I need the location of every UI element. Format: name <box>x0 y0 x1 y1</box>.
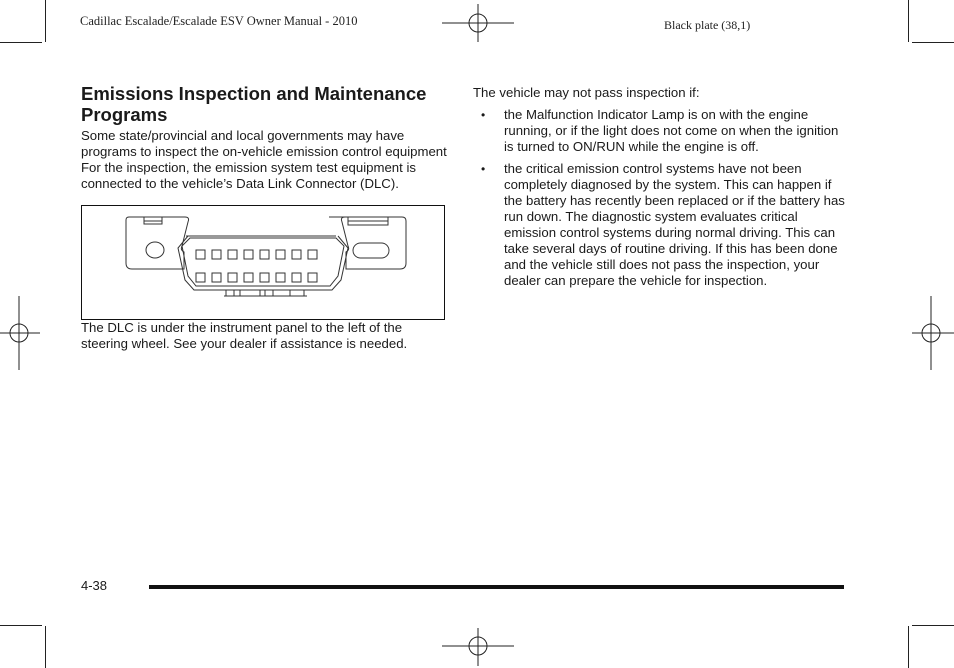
footer-rule <box>149 585 844 589</box>
right-column <box>473 83 845 295</box>
section-title: Emissions Inspection and Maintenance Programs <box>81 83 427 125</box>
crop-mark <box>908 0 909 42</box>
page-number: 4-38 <box>81 578 108 593</box>
registration-mark-icon <box>442 628 514 666</box>
list-item <box>473 107 845 155</box>
list-item-text: the critical emission control systems have not been completely diagnosed by the system. This can happen if the battery has recently been replaced or if the battery has run down. The diagnostic system evaluates critical emission control systems during normal driving. This can take several days of routine driving. If this has been done and the vehicle still does not pass the inspection, your dealer can prepare the vehicle for inspection. <box>504 161 845 288</box>
crop-mark <box>45 0 46 42</box>
inspection-lead: The vehicle may not pass inspection if: <box>473 85 700 100</box>
list-item-text: the Malfunction Indicator Lamp is on with the engine running, or if the light does not come on when the ignition is turned to ON/RUN while the engine is off. <box>504 107 839 154</box>
bullet-icon: • <box>481 108 486 122</box>
registration-mark-icon <box>912 296 954 370</box>
registration-mark-icon <box>442 4 514 42</box>
crop-mark <box>45 626 46 668</box>
crop-mark <box>912 625 954 626</box>
list-item <box>473 161 845 289</box>
dlc-figure <box>81 205 445 320</box>
crop-mark <box>908 626 909 668</box>
manual-title: Cadillac Escalade/Escalade ESV Owner Manual - 2010 <box>80 14 358 28</box>
registration-mark-icon <box>0 296 40 370</box>
bullet-icon: • <box>481 162 486 176</box>
crop-mark <box>0 625 42 626</box>
data-link-connector-icon <box>82 206 446 321</box>
crop-mark <box>912 42 954 43</box>
plate-label: Black plate (38,1) <box>664 18 751 32</box>
left-column <box>81 83 449 352</box>
dlc-location-text: The DLC is under the instrument panel to the left of the steering wheel. See your dealer if assistance is needed. <box>81 320 408 351</box>
crop-mark <box>0 42 42 43</box>
inspection-reasons-list <box>473 107 845 289</box>
intro-paragraph: Some state/provincial and local governments may have programs to inspect the on-vehicle emission control equipment For the inspection, the emission system test equipment is connected to the vehicle’s Data Link Connector (DLC). <box>81 128 447 191</box>
